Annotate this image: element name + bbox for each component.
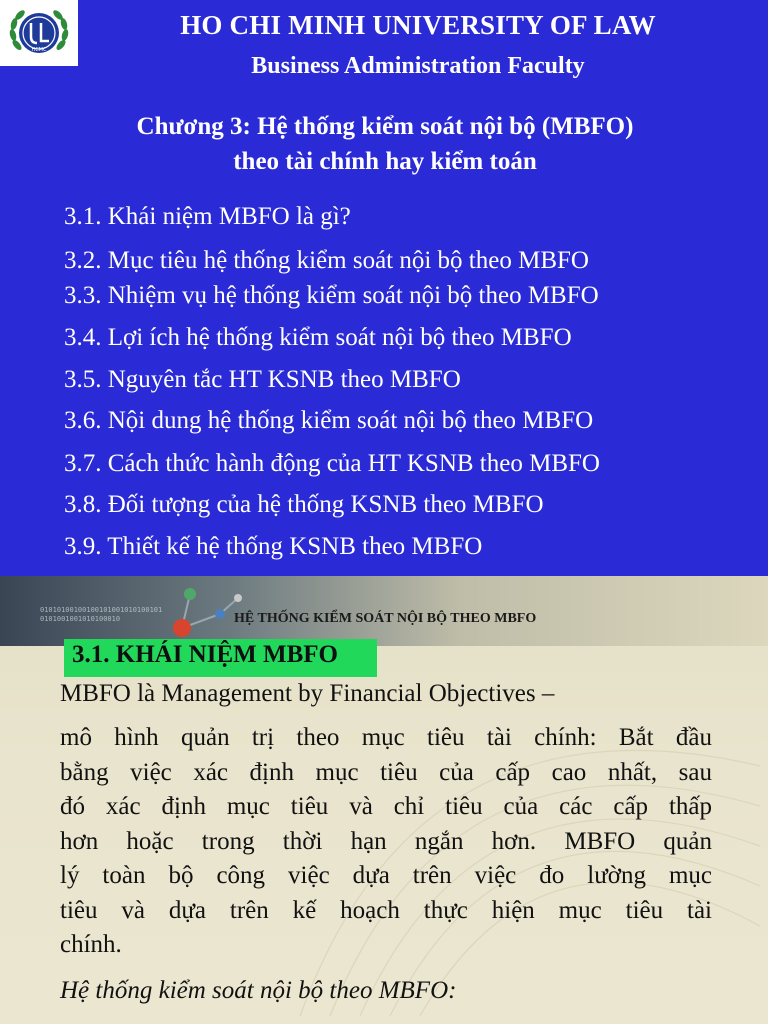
toc-item: 3.1. Khái niệm MBFO là gì? [64,203,351,230]
toc-item: 3.9. Thiết kế hệ thống KSNB theo MBFO [64,533,483,560]
paragraph-line: bằng việc xác định mục tiêu của cấp cao nhất, sau [60,758,712,786]
university-logo [0,0,78,66]
paragraph-line: tiêu và dựa trên kế hoạch thực hiện mục tiêu tài [60,896,712,924]
toc-item: 3.8. Đối tượng của hệ thống KSNB theo MBFO [64,491,544,518]
section-title-highlight [64,639,377,677]
paragraph-line: lý toàn bộ công việc dựa trên việc đo lường mục [60,862,712,889]
chapter-title-line-2: theo tài chính hay kiểm toán [233,148,537,175]
laurel-seal-icon [5,3,73,63]
italic-subheading: Hệ thống kiểm soát nội bộ theo MBFO: [60,977,457,1004]
paragraph-line: chính. [60,931,122,958]
paragraph-line: đó xác định mục tiêu và chỉ tiêu của các cấp thấp [60,793,712,820]
definition-paragraph [60,721,712,963]
university-name: HO CHI MINH UNIVERSITY OF LAW [180,10,656,40]
toc-item: 3.5. Nguyên tắc HT KSNB theo MBFO [64,366,461,393]
faculty-name: Business Administration Faculty [251,53,585,79]
svg-text:HCMC: HCMC [31,47,47,53]
paragraph-line: hơn hoặc trong thời hạn ngắn hơn. MBFO quản [60,827,712,855]
binary-pattern-decoration: 01010100100100101001010100101 0101001001010100010 [40,606,163,623]
toc-item: 3.7. Cách thức hành động của HT KSNB theo MBFO [64,450,600,477]
toc-item: 3.4. Lợi ích hệ thống kiểm soát nội bộ theo MBFO [64,324,572,351]
slide-header: HỆ THỐNG KIỂM SOÁT NỘI BỘ THEO MBFO [234,611,537,626]
toc-item: 3.3. Nhiệm vụ hệ thống kiểm soát nội bộ theo MBFO [64,282,599,309]
intro-line: MBFO là Management by Financial Objectives – [60,680,555,707]
toc-item: 3.6. Nội dung hệ thống kiểm soát nội bộ theo MBFO [64,407,594,434]
chapter-title-line-1: Chương 3: Hệ thống kiểm soát nội bộ (MBFO) [136,113,634,140]
slide-2 [0,576,768,1024]
section-title: 3.1. KHÁI NIỆM MBFO [72,641,338,668]
toc-item: 3.2. Mục tiêu hệ thống kiểm soát nội bộ theo MBFO [64,247,589,274]
paragraph-line: mô hình quản trị theo mục tiêu tài chính: Bắt đầu [60,724,712,751]
